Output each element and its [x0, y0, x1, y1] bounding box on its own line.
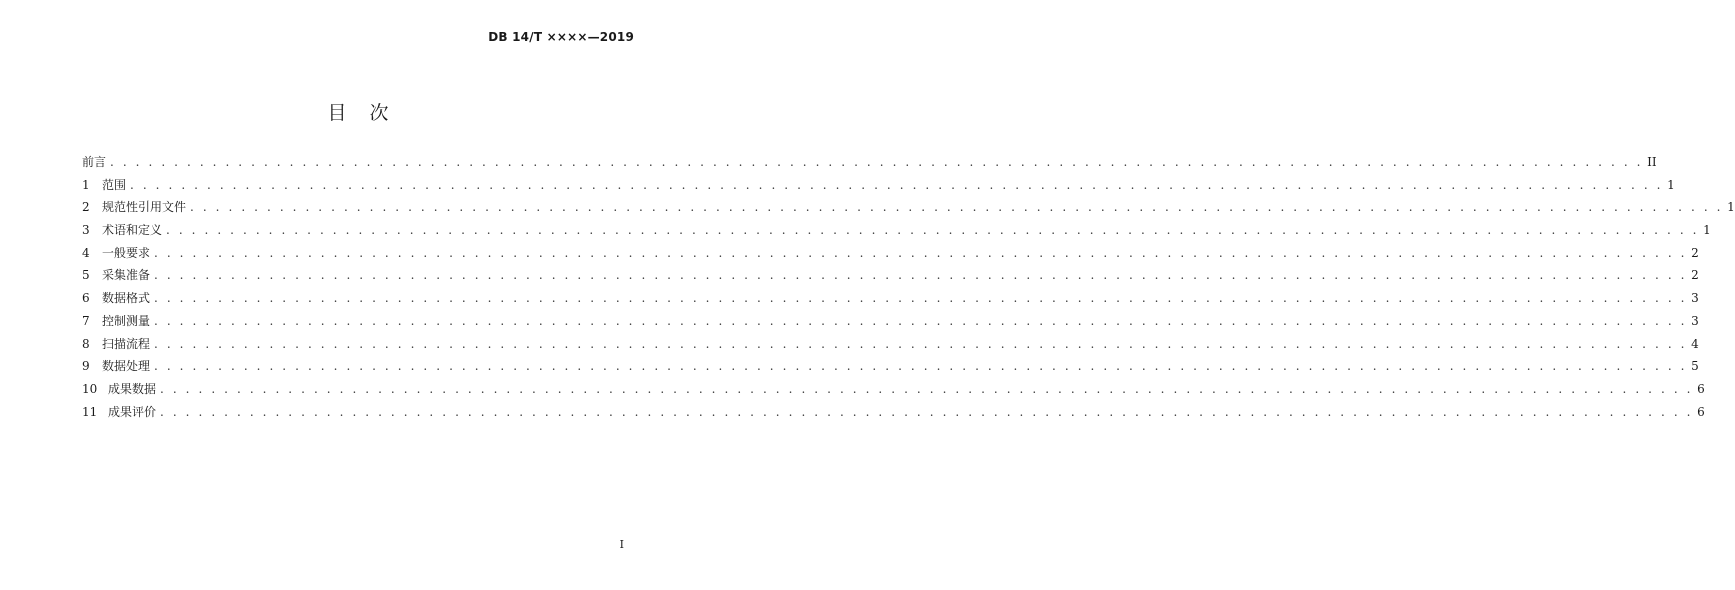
toc-entry-number: 4: [82, 245, 90, 260]
toc-entry-title: 控制测量: [102, 313, 151, 328]
dot-leader: . . . . . . . . . . . . . . . . . . . . . . . . . . . . . . . . . . . . . . . . . . . . . . . . . . . . . . . . . . . . . . . . . . . . . . . . . . . . . . . . . . . . . . . . . . . . . . . . . . . . . . . . . . . . . . . . . . . . . . . .: [154, 245, 1688, 260]
toc-entry-title: 成果评价: [108, 404, 157, 419]
toc-entry-page: 2: [1691, 245, 1699, 260]
toc-entry-title: 范围: [102, 177, 127, 192]
toc-entry-page: II: [1647, 155, 1657, 169]
dot-leader: . . . . . . . . . . . . . . . . . . . . . . . . . . . . . . . . . . . . . . . . . . . . . . . . . . . . . . . . . . . . . . . . . . . . . . . . . . . . . . . . . . . . . . . . . . . . . . . . . . . . . . . . . . . . . . . . . . . . . . . .: [160, 404, 1694, 419]
toc-entry-page: 3: [1691, 291, 1699, 306]
toc-entry[interactable]: [82, 313, 1699, 337]
toc-entry-number: 11: [82, 404, 98, 419]
table-of-contents: [82, 155, 1735, 427]
toc-entry-number: 6: [82, 291, 90, 306]
toc-entry-page: 6: [1697, 404, 1705, 419]
toc-entry-title: 采集准备: [102, 268, 151, 283]
toc-entry[interactable]: [82, 336, 1699, 360]
toc-entry-title: 前言: [82, 155, 107, 169]
dot-leader: . . . . . . . . . . . . . . . . . . . . . . . . . . . . . . . . . . . . . . . . . . . . . . . . . . . . . . . . . . . . . . . . . . . . . . . . . . . . . . . . . . . . . . . . . . . . . . . . . . . . . . . . . . . . . . . . . . . . . . . .: [160, 381, 1694, 396]
toc-entry[interactable]: [82, 200, 1735, 223]
toc-entry-title: 规范性引用文件: [102, 200, 187, 215]
toc-entry-title: 术语和定义: [102, 223, 163, 238]
toc-entry-page: 4: [1691, 336, 1699, 351]
dot-leader: . . . . . . . . . . . . . . . . . . . . . . . . . . . . . . . . . . . . . . . . . . . . . . . . . . . . . . . . . . . . . . . . . . . . . . . . . . . . . . . . . . . . . . . . . . . . . . . . . . . . . . . . . . . . . . . . . . . . . . . .: [110, 155, 1644, 169]
toc-entry-page: 1: [1667, 177, 1675, 192]
dot-leader: . . . . . . . . . . . . . . . . . . . . . . . . . . . . . . . . . . . . . . . . . . . . . . . . . . . . . . . . . . . . . . . . . . . . . . . . . . . . . . . . . . . . . . . . . . . . . . . . . . . . . . . . . . . . . . . . . . . . . . . .: [190, 200, 1724, 215]
toc-entry[interactable]: [82, 268, 1699, 291]
toc-entry-title: 数据处理: [102, 359, 151, 374]
dot-leader: . . . . . . . . . . . . . . . . . . . . . . . . . . . . . . . . . . . . . . . . . . . . . . . . . . . . . . . . . . . . . . . . . . . . . . . . . . . . . . . . . . . . . . . . . . . . . . . . . . . . . . . . . . . . . . . . . . . . . . . .: [154, 268, 1688, 283]
toc-entry-title: 一般要求: [102, 245, 151, 260]
toc-entry-page: 5: [1691, 359, 1699, 374]
page-number: I: [619, 538, 624, 551]
toc-entry-number: 5: [82, 268, 90, 283]
toc-entry-number: 3: [82, 223, 90, 238]
toc-entry[interactable]: [82, 381, 1705, 405]
toc-entry[interactable]: [82, 177, 1675, 201]
toc-entry-page: 1: [1727, 200, 1735, 215]
dot-leader: . . . . . . . . . . . . . . . . . . . . . . . . . . . . . . . . . . . . . . . . . . . . . . . . . . . . . . . . . . . . . . . . . . . . . . . . . . . . . . . . . . . . . . . . . . . . . . . . . . . . . . . . . . . . . . . . . . . . . . . .: [166, 223, 1700, 238]
dot-leader: . . . . . . . . . . . . . . . . . . . . . . . . . . . . . . . . . . . . . . . . . . . . . . . . . . . . . . . . . . . . . . . . . . . . . . . . . . . . . . . . . . . . . . . . . . . . . . . . . . . . . . . . . . . . . . . . . . . . . . . .: [130, 177, 1664, 192]
document-code: DB 14/T ××××—2019: [488, 30, 634, 44]
toc-entry-number: 8: [82, 336, 90, 351]
toc-entry-title: 成果数据: [108, 381, 157, 396]
toc-entry-number: 2: [82, 200, 90, 215]
toc-entry[interactable]: [82, 155, 1657, 178]
dot-leader: . . . . . . . . . . . . . . . . . . . . . . . . . . . . . . . . . . . . . . . . . . . . . . . . . . . . . . . . . . . . . . . . . . . . . . . . . . . . . . . . . . . . . . . . . . . . . . . . . . . . . . . . . . . . . . . . . . . . . . . .: [154, 336, 1688, 351]
dot-leader: . . . . . . . . . . . . . . . . . . . . . . . . . . . . . . . . . . . . . . . . . . . . . . . . . . . . . . . . . . . . . . . . . . . . . . . . . . . . . . . . . . . . . . . . . . . . . . . . . . . . . . . . . . . . . . . . . . . . . . . .: [154, 313, 1688, 328]
toc-entry[interactable]: [82, 359, 1699, 382]
toc-entry-number: 9: [82, 359, 90, 374]
toc-entry-page: 3: [1691, 313, 1699, 328]
toc-entry[interactable]: [82, 245, 1699, 269]
toc-entry[interactable]: [82, 404, 1705, 428]
toc-entry-page: 1: [1703, 223, 1711, 238]
toc-entry-number: 7: [82, 313, 90, 328]
toc-entry[interactable]: [82, 223, 1711, 246]
toc-title: 目 次: [327, 102, 391, 124]
dot-leader: . . . . . . . . . . . . . . . . . . . . . . . . . . . . . . . . . . . . . . . . . . . . . . . . . . . . . . . . . . . . . . . . . . . . . . . . . . . . . . . . . . . . . . . . . . . . . . . . . . . . . . . . . . . . . . . . . . . . . . . .: [154, 291, 1688, 306]
dot-leader: . . . . . . . . . . . . . . . . . . . . . . . . . . . . . . . . . . . . . . . . . . . . . . . . . . . . . . . . . . . . . . . . . . . . . . . . . . . . . . . . . . . . . . . . . . . . . . . . . . . . . . . . . . . . . . . . . . . . . . . .: [154, 359, 1688, 374]
toc-entry[interactable]: [82, 291, 1699, 314]
toc-entry-page: 6: [1697, 381, 1705, 396]
toc-entry-page: 2: [1691, 268, 1699, 283]
toc-entry-number: 1: [82, 177, 90, 192]
toc-entry-number: 10: [82, 381, 98, 396]
toc-entry-title: 数据格式: [102, 291, 151, 306]
toc-entry-title: 扫描流程: [102, 336, 151, 351]
